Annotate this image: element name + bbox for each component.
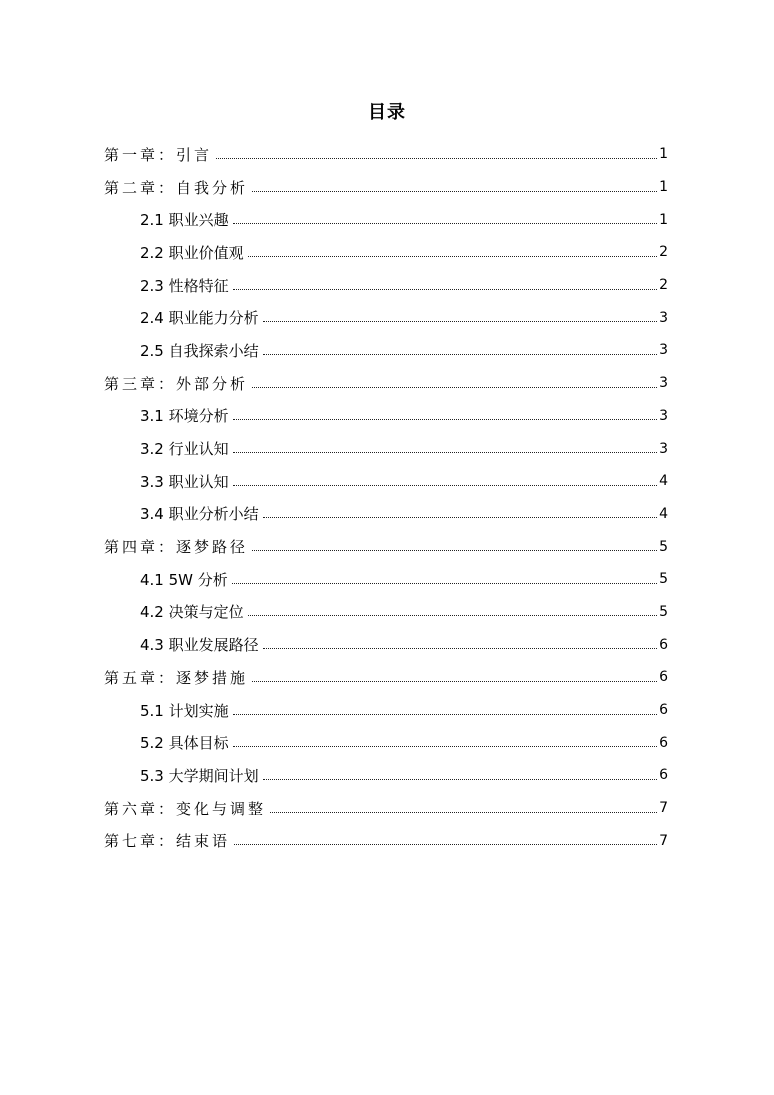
toc-section-entry[interactable]: [140, 432, 668, 465]
toc-page-number: 3: [659, 407, 668, 424]
toc-page-number: 1: [659, 179, 668, 196]
toc-section-entry[interactable]: [140, 596, 668, 629]
toc-chapter-entry[interactable]: [104, 171, 668, 204]
toc-dot-leader: [248, 242, 657, 257]
toc-entry-label: 第七章：结束语: [104, 832, 231, 851]
toc-dot-leader: [232, 569, 657, 584]
toc-chapter-entry[interactable]: [104, 138, 668, 171]
toc-section-entry[interactable]: [140, 628, 668, 661]
toc-page-number: 5: [659, 603, 668, 620]
toc-section-entry[interactable]: [140, 498, 668, 531]
toc-page-number: 2: [659, 244, 668, 261]
toc-page-number: 3: [659, 309, 668, 326]
toc-dot-leader: [216, 144, 657, 159]
toc-section-entry[interactable]: [140, 694, 668, 727]
toc-dot-leader: [233, 209, 657, 224]
toc-section-entry[interactable]: [140, 563, 668, 596]
toc-chapter-entry[interactable]: [104, 824, 668, 857]
toc-section-entry[interactable]: [140, 334, 668, 367]
toc-entry-label: 3.3 职业认知: [140, 472, 229, 491]
toc-entry-label: 第四章：逐梦路径: [104, 538, 249, 557]
toc-dot-leader: [233, 275, 657, 290]
toc-entry-label: 2.2 职业价值观: [140, 243, 244, 262]
toc-chapter-entry[interactable]: [104, 530, 668, 563]
toc-entry-label: 5.3 大学期间计划: [140, 766, 259, 785]
toc-page-number: 7: [659, 800, 668, 817]
toc-dot-leader: [263, 503, 657, 518]
toc-entry-label: 第一章：引言: [104, 145, 213, 164]
toc-page-number: 6: [659, 636, 668, 653]
toc-entry-label: 第六章：变化与调整: [104, 799, 267, 818]
toc-dot-leader: [263, 307, 657, 322]
toc-page-number: 1: [659, 146, 668, 163]
toc-page-number: 7: [659, 832, 668, 849]
toc-section-entry[interactable]: [140, 759, 668, 792]
toc-entry-label: 4.2 决策与定位: [140, 603, 244, 622]
toc-dot-leader: [252, 667, 657, 682]
toc-dot-leader: [233, 732, 657, 747]
toc-dot-leader: [233, 405, 657, 420]
toc-chapter-entry[interactable]: [104, 367, 668, 400]
toc-title: 目录: [368, 102, 406, 123]
toc-page-number: 6: [659, 702, 668, 719]
toc-entry-label: 2.4 职业能力分析: [140, 309, 259, 328]
toc-dot-leader: [263, 765, 657, 780]
toc-entry-label: 3.1 环境分析: [140, 407, 229, 426]
toc-section-entry[interactable]: [140, 726, 668, 759]
toc-dot-leader: [252, 373, 657, 388]
toc-page-number: 6: [659, 767, 668, 784]
toc-entry-label: 3.2 行业认知: [140, 440, 229, 459]
toc-entry-label: 3.4 职业分析小结: [140, 505, 259, 524]
toc-dot-leader: [263, 340, 657, 355]
toc-list: [0, 138, 774, 857]
toc-section-entry[interactable]: [140, 269, 668, 302]
toc-section-entry[interactable]: [140, 203, 668, 236]
toc-page-number: 3: [659, 342, 668, 359]
toc-page-number: 2: [659, 277, 668, 294]
toc-section-entry[interactable]: [140, 236, 668, 269]
toc-entry-label: 4.3 职业发展路径: [140, 636, 259, 655]
toc-section-entry[interactable]: [140, 301, 668, 334]
toc-chapter-entry[interactable]: [104, 661, 668, 694]
toc-dot-leader: [248, 601, 657, 616]
toc-entry-label: 4.1 5W 分析: [140, 570, 228, 589]
toc-dot-leader: [270, 798, 657, 813]
toc-dot-leader: [233, 700, 657, 715]
toc-dot-leader: [263, 634, 657, 649]
toc-dot-leader: [252, 536, 657, 551]
toc-entry-label: 2.5 自我探索小结: [140, 341, 259, 360]
toc-entry-label: 2.3 性格特征: [140, 276, 229, 295]
toc-page-number: 6: [659, 669, 668, 686]
toc-chapter-entry[interactable]: [104, 792, 668, 825]
toc-page-number: 4: [659, 505, 668, 522]
toc-page-number: 1: [659, 211, 668, 228]
toc-page-number: 6: [659, 734, 668, 751]
toc-entry-label: 5.1 计划实施: [140, 701, 229, 720]
toc-page-number: 3: [659, 375, 668, 392]
toc-entry-label: 5.2 具体目标: [140, 734, 229, 753]
toc-entry-label: 第五章：逐梦措施: [104, 668, 249, 687]
toc-section-entry[interactable]: [140, 400, 668, 433]
toc-entry-label: 第二章：自我分析: [104, 178, 249, 197]
toc-page-number: 5: [659, 538, 668, 555]
toc-entry-label: 第三章：外部分析: [104, 374, 249, 393]
toc-dot-leader: [233, 438, 657, 453]
toc-entry-label: 2.1 职业兴趣: [140, 211, 229, 230]
toc-dot-leader: [233, 471, 657, 486]
toc-page-number: 4: [659, 473, 668, 490]
toc-section-entry[interactable]: [140, 465, 668, 498]
toc-dot-leader: [234, 830, 657, 845]
toc-page-number: 3: [659, 440, 668, 457]
toc-dot-leader: [252, 177, 657, 192]
toc-page-number: 5: [659, 571, 668, 588]
